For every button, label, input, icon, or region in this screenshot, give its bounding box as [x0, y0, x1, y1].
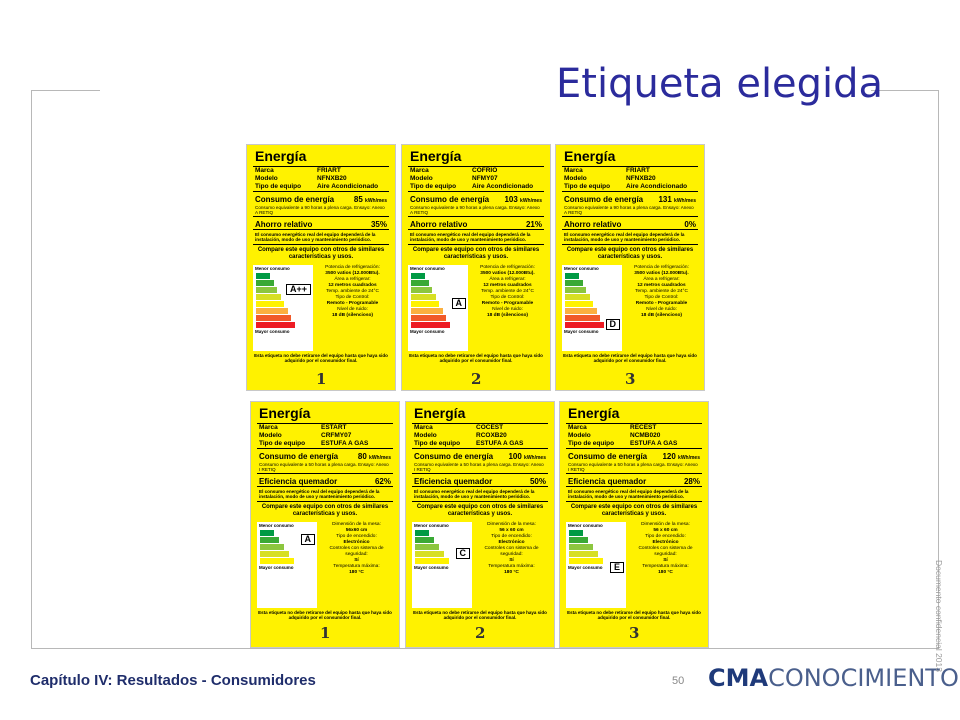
- scale-max-label: Mayor consumo: [564, 329, 599, 334]
- relative-number: 50: [529, 477, 539, 486]
- model-row: [251, 432, 399, 440]
- spec-4-value: 18 dB (silencioso): [640, 313, 683, 318]
- spec-3-title: Tipo de Control:: [644, 295, 679, 300]
- efficiency-scale: [253, 265, 313, 351]
- scale-bar: [565, 287, 586, 293]
- scale-bar: [411, 280, 429, 286]
- compare-note: Compare este equipo con otros de similares características y usos.: [416, 504, 544, 517]
- brand-row: [560, 424, 708, 432]
- spec-3-value: Remoto - Programable: [635, 301, 688, 306]
- relative-value: [684, 477, 700, 486]
- scale-bar: [415, 537, 434, 543]
- consumption-note: Consumo equivalente a 90 horas a plena carga. Ensayo: Anexo A RETIQ: [255, 205, 385, 215]
- type-row: [556, 183, 704, 191]
- type-key: Tipo de equipo: [259, 440, 306, 447]
- type-key: Tipo de equipo: [255, 183, 302, 190]
- installation-note: El consumo energético real del equipo dependerá de la instalación, modo de uso y mantenimiento periódico.: [564, 232, 685, 242]
- class-marker: A++: [286, 284, 311, 295]
- scale-bar: [256, 308, 288, 314]
- model-key: Modelo: [414, 432, 437, 439]
- brand-key: Marca: [568, 424, 587, 431]
- spec-4-title: Nivel de ruido:: [492, 307, 523, 312]
- spec-4-value: 18 dB (silencioso): [486, 313, 529, 318]
- scale-max-label: Mayor consumo: [255, 329, 290, 334]
- spec-2-value: Electrónico: [343, 540, 370, 545]
- spec-2-title: Área a refrigerar:: [643, 277, 680, 282]
- spec-3-title: Tipo de Control:: [490, 295, 525, 300]
- spec-1-value: 3500 vatios (12.000Btu).: [325, 271, 380, 276]
- spec-2-value: Electrónico: [498, 540, 525, 545]
- type-key: Tipo de equipo: [568, 440, 615, 447]
- spec-3-value: Remoto - Programable: [481, 301, 534, 306]
- scale-bar: [256, 273, 270, 279]
- scale-bar: [565, 280, 583, 286]
- spec-1-value: 3500 vatios (12.000Btu).: [480, 271, 535, 276]
- scale-bar: [260, 544, 284, 550]
- brand-key: Marca: [259, 424, 278, 431]
- spec-3-title: Tipo de Control:: [335, 295, 370, 300]
- label-footer: Esta etiqueta no debe retirarse del equipo hasta que haya sido adquirido por el consumidor final.: [254, 353, 388, 363]
- consumption-row: [560, 449, 708, 461]
- scale-panel: [412, 522, 548, 608]
- type-key: Tipo de equipo: [414, 440, 461, 447]
- scale-bar: [415, 551, 444, 557]
- spec-1-title: Dimensión de la mesa:: [487, 522, 536, 527]
- scale-panel: [408, 265, 544, 351]
- page-number: 50: [672, 675, 685, 687]
- relative-unit: %: [692, 477, 700, 486]
- specs: [316, 265, 389, 351]
- label-footer: Esta etiqueta no debe retirarse del equipo hasta que haya sido adquirido por el consumidor final.: [258, 610, 392, 620]
- spec-3-value: Remoto - Programable: [326, 301, 379, 306]
- relative-number: 28: [683, 477, 693, 486]
- consumption-number: 103: [504, 195, 518, 204]
- relative-row: [402, 217, 550, 229]
- installation-note: El consumo energético real del equipo dependerá de la instalación, modo de uso y mantenimiento periódico.: [410, 232, 531, 242]
- type-value: Aire Acondicionado: [317, 183, 379, 190]
- energy-label: [250, 401, 400, 648]
- frame-top-left-line: [31, 90, 100, 91]
- relative-number: 21: [525, 220, 535, 229]
- type-value: ESTUFA A GAS: [321, 440, 369, 447]
- spec-3-value: Sí: [663, 558, 668, 563]
- scale-bar: [260, 537, 279, 543]
- scale-bar: [411, 273, 425, 279]
- scale-max-label: Mayor consumo: [414, 565, 449, 570]
- consumption-number: 80: [357, 452, 367, 461]
- compare-note: Compare este equipo con otros de similares características y usos.: [412, 247, 540, 260]
- relative-key: Ahorro relativo: [564, 220, 622, 229]
- scale-bar: [565, 273, 579, 279]
- spec-1-title: Dimensión de la mesa:: [332, 522, 381, 527]
- spec-2-title: Área a refrigerar:: [489, 277, 526, 282]
- relative-row: [251, 474, 399, 486]
- brand-key: Marca: [414, 424, 433, 431]
- scale-bar: [411, 301, 439, 307]
- brand-key: Marca: [410, 167, 429, 174]
- scale-max-label: Mayor consumo: [568, 565, 603, 570]
- type-row: [247, 183, 395, 191]
- consumption-unit: kWh/mes: [520, 198, 542, 204]
- consumption-row: [556, 192, 704, 204]
- consumption-unit: kWh/mes: [674, 198, 696, 204]
- spec-3-title: Controles con sistema de seguridad:: [638, 546, 693, 557]
- brand-value: COCEST: [476, 424, 504, 431]
- scale-bar: [411, 308, 443, 314]
- compare-note: Compare este equipo con otros de similares características y usos.: [257, 247, 385, 260]
- compare-note: Compare este equipo con otros de similares características y usos.: [566, 247, 694, 260]
- brand-value: RECEST: [630, 424, 657, 431]
- spec-1-value: 56 x 60 cm: [499, 528, 524, 533]
- specs: [475, 522, 548, 608]
- energy-label: [559, 401, 709, 648]
- scale-min-label: Menor consumo: [414, 523, 449, 528]
- specs: [629, 522, 702, 608]
- scale-bar: [569, 537, 588, 543]
- brand-key: Marca: [564, 167, 583, 174]
- model-key: Modelo: [564, 175, 587, 182]
- relative-unit: %: [379, 220, 387, 229]
- spec-2-title: Tipo de encendido:: [336, 534, 377, 539]
- scale-panel: [253, 265, 389, 351]
- model-value: NCMB020: [630, 432, 661, 439]
- consumption-number: 120: [662, 452, 676, 461]
- relative-number: 35: [370, 220, 380, 229]
- spec-2-value: 12 metros cuadrados: [328, 283, 377, 288]
- label-number: 1: [320, 624, 331, 642]
- consumption-key: Consumo de energía: [410, 195, 490, 204]
- label-number: 2: [471, 370, 482, 388]
- relative-unit: %: [538, 477, 546, 486]
- brand-row: [406, 424, 554, 432]
- efficiency-scale: [562, 265, 622, 351]
- class-marker: A: [452, 298, 467, 309]
- spec-1-title: Potencia de refrigeración:: [325, 265, 380, 270]
- spec-3-value: Sí: [354, 558, 359, 563]
- relative-value: [684, 220, 696, 229]
- energy-label: [246, 144, 396, 391]
- model-row: [406, 432, 554, 440]
- consumption-value: [358, 452, 391, 461]
- relative-row: [406, 474, 554, 486]
- model-row: [556, 175, 704, 183]
- brand-row: [402, 167, 550, 175]
- brand-row: [247, 167, 395, 175]
- scale-bar: [411, 287, 432, 293]
- scale-max-label: Mayor consumo: [410, 329, 445, 334]
- type-value: ESTUFA A GAS: [630, 440, 678, 447]
- scale-bar: [411, 315, 446, 321]
- class-marker: C: [456, 548, 471, 559]
- efficiency-scale: [257, 522, 317, 608]
- type-value: Aire Acondicionado: [626, 183, 688, 190]
- label-number: 3: [629, 624, 640, 642]
- label-number: 3: [625, 370, 636, 388]
- efficiency-scale: [566, 522, 626, 608]
- spec-4-value: 180 °C: [504, 570, 519, 575]
- consumption-unit: kWh/mes: [678, 455, 700, 461]
- relative-key: Ahorro relativo: [255, 220, 313, 229]
- consumption-unit: kWh/mes: [365, 198, 387, 204]
- brand-key: Marca: [255, 167, 274, 174]
- scale-bar: [256, 315, 291, 321]
- efficiency-scale: [408, 265, 468, 351]
- model-key: Modelo: [568, 432, 591, 439]
- relative-unit: %: [383, 477, 391, 486]
- spec-1-title: Dimensión de la mesa:: [641, 522, 690, 527]
- energy-label: [555, 144, 705, 391]
- model-row: [402, 175, 550, 183]
- spec-4-value: 18 dB (silencioso): [331, 313, 374, 318]
- spec-2-note: Temp. ambiente de 24°C: [326, 289, 379, 294]
- spec-2-title: Tipo de encendido:: [645, 534, 686, 539]
- label-number: 2: [475, 624, 486, 642]
- class-marker: E: [610, 562, 624, 573]
- label-header: Energía: [414, 405, 466, 421]
- scale-bar: [411, 294, 436, 300]
- consumption-value: [354, 195, 387, 204]
- model-value: NFMY07: [472, 175, 498, 182]
- model-value: NFNXB20: [317, 175, 347, 182]
- spec-2-value: Electrónico: [652, 540, 679, 545]
- consumption-value: [662, 452, 700, 461]
- relative-key: Eficiencia quemador: [414, 477, 493, 486]
- label-header: Energía: [568, 405, 620, 421]
- label-number: 1: [316, 370, 327, 388]
- consumption-unit: kWh/mes: [369, 455, 391, 461]
- spec-1-value: 56 x 60 cm: [653, 528, 678, 533]
- compare-note: Compare este equipo con otros de similares características y usos.: [261, 504, 389, 517]
- scale-bar: [415, 544, 439, 550]
- scale-min-label: Menor consumo: [259, 523, 294, 528]
- spec-3-title: Controles con sistema de seguridad:: [329, 546, 384, 557]
- spec-2-title: Tipo de encendido:: [491, 534, 532, 539]
- relative-number: 62: [374, 477, 384, 486]
- scale-bar: [565, 308, 597, 314]
- brand-value: FRIART: [317, 167, 341, 174]
- relative-value: [526, 220, 542, 229]
- spec-4-title: Temperatura máxima:: [642, 564, 689, 569]
- spec-1-value: 56x60 cm: [345, 528, 368, 533]
- relative-row: [247, 217, 395, 229]
- scale-bar: [569, 551, 598, 557]
- spec-4-title: Nivel de ruido:: [337, 307, 368, 312]
- scale-bar: [565, 315, 600, 321]
- model-key: Modelo: [255, 175, 278, 182]
- class-marker: D: [606, 319, 621, 330]
- scale-bar: [569, 530, 583, 536]
- specs: [471, 265, 544, 351]
- relative-unit: %: [534, 220, 542, 229]
- installation-note: El consumo energético real del equipo dependerá de la instalación, modo de uso y mantenimiento periódico.: [255, 232, 376, 242]
- compare-note: Compare este equipo con otros de similares características y usos.: [570, 504, 698, 517]
- scale-panel: [257, 522, 393, 608]
- type-row: [251, 440, 399, 448]
- model-value: RCOXB20: [476, 432, 507, 439]
- model-key: Modelo: [410, 175, 433, 182]
- relative-row: [556, 217, 704, 229]
- type-row: [560, 440, 708, 448]
- consumption-row: [406, 449, 554, 461]
- type-row: [406, 440, 554, 448]
- relative-value: [530, 477, 546, 486]
- consumption-row: [247, 192, 395, 204]
- installation-note: El consumo energético real del equipo dependerá de la instalación, modo de uso y mantenimiento periódico.: [414, 489, 535, 499]
- brand-value: FRIART: [626, 167, 650, 174]
- consumption-key: Consumo de energía: [564, 195, 644, 204]
- spec-4-value: 180 °C: [349, 570, 364, 575]
- consumption-value: [508, 452, 546, 461]
- brand-row: [556, 167, 704, 175]
- relative-number: 0: [684, 220, 689, 229]
- consumption-number: 131: [658, 195, 672, 204]
- relative-value: [371, 220, 387, 229]
- model-row: [560, 432, 708, 440]
- spec-2-value: 12 metros cuadrados: [483, 283, 532, 288]
- scale-bar: [569, 544, 593, 550]
- consumption-number: 100: [508, 452, 522, 461]
- scale-bar: [260, 551, 289, 557]
- relative-key: Eficiencia quemador: [259, 477, 338, 486]
- relative-row: [560, 474, 708, 486]
- spec-2-note: Temp. ambiente de 24°C: [481, 289, 534, 294]
- consumption-key: Consumo de energía: [259, 452, 339, 461]
- scale-panel: [566, 522, 702, 608]
- relative-key: Ahorro relativo: [410, 220, 468, 229]
- consumption-row: [251, 449, 399, 461]
- specs: [625, 265, 698, 351]
- scale-bar: [565, 301, 593, 307]
- logo-rest: CONOCIMIENTO: [768, 664, 959, 692]
- energy-label: [401, 144, 551, 391]
- type-value: Aire Acondicionado: [472, 183, 534, 190]
- spec-1-value: 3500 vatios (12.000Btu).: [634, 271, 689, 276]
- consumption-note: Consumo equivalente a 50 horas a plena carga. Ensayo: Anexo I RETIQ: [414, 462, 544, 472]
- type-key: Tipo de equipo: [410, 183, 457, 190]
- consumption-note: Consumo equivalente a 90 horas a plena carga. Ensayo: Anexo A RETIQ: [410, 205, 540, 215]
- type-key: Tipo de equipo: [564, 183, 611, 190]
- brand-value: ESTART: [321, 424, 347, 431]
- relative-value: [375, 477, 391, 486]
- consumption-note: Consumo equivalente a 50 horas a plena carga. Ensayo: Anexo I RETIQ: [259, 462, 389, 472]
- type-value: ESTUFA A GAS: [476, 440, 524, 447]
- consumption-value: [504, 195, 542, 204]
- page-title: Etiqueta elegida: [556, 61, 884, 107]
- consumption-unit: kWh/mes: [524, 455, 546, 461]
- chapter-title: Capítulo IV: Resultados - Consumidores: [30, 672, 316, 689]
- consumption-key: Consumo de energía: [414, 452, 494, 461]
- scale-min-label: Menor consumo: [255, 266, 290, 271]
- spec-1-title: Potencia de refrigeración:: [480, 265, 535, 270]
- scale-bar: [260, 530, 274, 536]
- consumption-key: Consumo de energía: [568, 452, 648, 461]
- relative-key: Eficiencia quemador: [568, 477, 647, 486]
- consumption-note: Consumo equivalente a 90 horas a plena carga. Ensayo: Anexo A RETIQ: [564, 205, 694, 215]
- label-footer: Esta etiqueta no debe retirarse del equipo hasta que haya sido adquirido por el consumidor final.: [567, 610, 701, 620]
- scale-max-label: Mayor consumo: [259, 565, 294, 570]
- spec-4-title: Nivel de ruido:: [646, 307, 677, 312]
- consumption-value: [658, 195, 696, 204]
- spec-2-title: Área a refrigerar:: [334, 277, 371, 282]
- consumption-note: Consumo equivalente a 50 horas a plena carga. Ensayo: Anexo I RETIQ: [568, 462, 698, 472]
- scale-bar: [256, 280, 274, 286]
- type-row: [402, 183, 550, 191]
- consumption-row: [402, 192, 550, 204]
- label-footer: Esta etiqueta no debe retirarse del equipo hasta que haya sido adquirido por el consumidor final.: [409, 353, 543, 363]
- scale-bar: [415, 530, 429, 536]
- scale-bar: [256, 294, 281, 300]
- model-row: [247, 175, 395, 183]
- label-header: Energía: [259, 405, 311, 421]
- scale-min-label: Menor consumo: [410, 266, 445, 271]
- logo-bold: CMA: [708, 664, 769, 692]
- scale-panel: [562, 265, 698, 351]
- brand-value: COFRIO: [472, 167, 498, 174]
- spec-4-value: 180 °C: [658, 570, 673, 575]
- model-value: CRFMY07: [321, 432, 352, 439]
- spec-4-title: Temperatura máxima:: [488, 564, 535, 569]
- label-footer: Esta etiqueta no debe retirarse del equipo hasta que haya sido adquirido por el consumidor final.: [563, 353, 697, 363]
- installation-note: El consumo energético real del equipo dependerá de la instalación, modo de uso y mantenimiento periódico.: [259, 489, 380, 499]
- installation-note: El consumo energético real del equipo dependerá de la instalación, modo de uso y mantenimiento periódico.: [568, 489, 689, 499]
- company-logo: [708, 664, 959, 692]
- scale-min-label: Menor consumo: [564, 266, 599, 271]
- scale-bar: [256, 287, 277, 293]
- scale-bar: [565, 294, 590, 300]
- consumption-key: Consumo de energía: [255, 195, 335, 204]
- scale-bar: [256, 301, 284, 307]
- consumption-number: 85: [353, 195, 363, 204]
- relative-unit: %: [688, 220, 696, 229]
- energy-label: [405, 401, 555, 648]
- model-key: Modelo: [259, 432, 282, 439]
- label-header: Energía: [564, 148, 616, 164]
- specs: [320, 522, 393, 608]
- confidential-note: Documento confidencial 2013: [934, 560, 944, 672]
- label-header: Energía: [255, 148, 307, 164]
- efficiency-scale: [412, 522, 472, 608]
- spec-3-title: Controles con sistema de seguridad:: [484, 546, 539, 557]
- brand-row: [251, 424, 399, 432]
- spec-4-title: Temperatura máxima:: [333, 564, 380, 569]
- class-marker: A: [301, 534, 316, 545]
- spec-2-value: 12 metros cuadrados: [637, 283, 686, 288]
- spec-1-title: Potencia de refrigeración:: [634, 265, 689, 270]
- scale-min-label: Menor consumo: [568, 523, 603, 528]
- label-footer: Esta etiqueta no debe retirarse del equipo hasta que haya sido adquirido por el consumidor final.: [413, 610, 547, 620]
- spec-2-note: Temp. ambiente de 24°C: [635, 289, 688, 294]
- label-header: Energía: [410, 148, 462, 164]
- spec-3-value: Sí: [509, 558, 514, 563]
- model-value: NFNXB20: [626, 175, 656, 182]
